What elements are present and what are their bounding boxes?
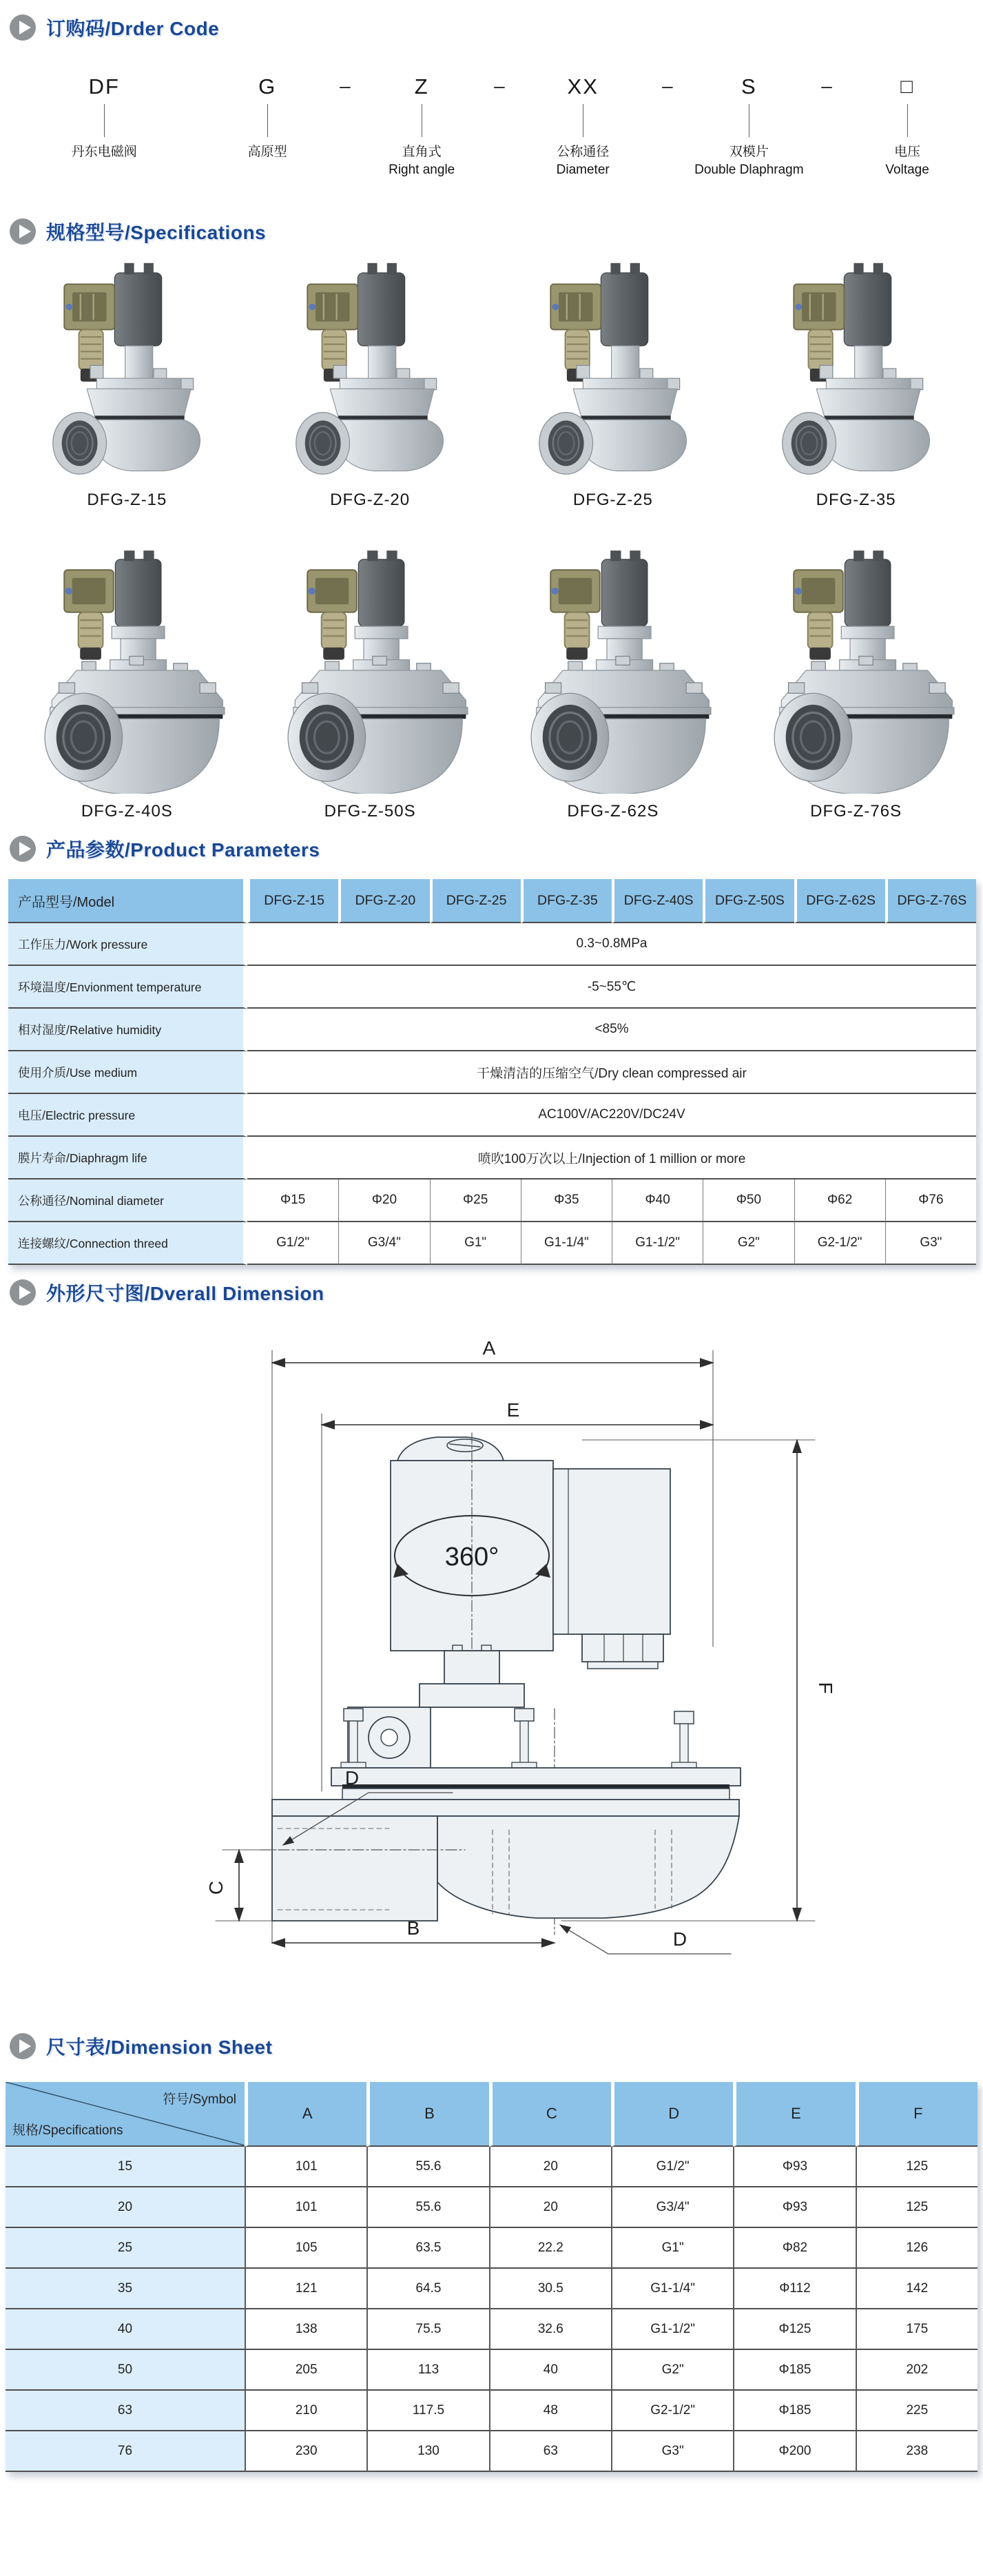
value-cell: 125 — [856, 2187, 977, 2228]
model-caption: DFG-Z-15 — [87, 491, 167, 509]
header-cell: B — [366, 2082, 488, 2147]
value-cell: 202 — [856, 2350, 977, 2391]
row-label: 电压/Electric pressure — [8, 1094, 247, 1137]
code-label-cn: 公称通径 — [557, 145, 610, 159]
row-value: Φ62 — [794, 1179, 885, 1222]
row-value: -5~55℃ — [247, 966, 976, 1009]
value-cell: G1/2" — [611, 2147, 733, 2187]
section-order-code — [0, 0, 983, 204]
model-caption: DFG-Z-40S — [81, 802, 173, 821]
row-label: 膜片寿命/Diaphragm life — [8, 1137, 247, 1179]
parameters-table — [8, 879, 976, 1265]
value-cell: Φ82 — [733, 2228, 855, 2269]
model-gallery-row-2 — [0, 544, 983, 821]
header-cell: A — [245, 2082, 366, 2147]
section-title-parameters: 产品参数/Product Parameters — [46, 839, 320, 861]
dim-label-a: A — [482, 1337, 496, 1359]
value-cell: 238 — [856, 2431, 977, 2472]
section-title-overall-dimension: 外形尺寸图/Dverall Dimension — [46, 1283, 324, 1304]
header-cell: C — [489, 2082, 611, 2147]
value-cell: 210 — [245, 2391, 366, 2431]
row-value: Φ20 — [338, 1179, 429, 1222]
model-card — [492, 255, 735, 510]
model-caption: DFG-Z-25 — [572, 491, 653, 509]
value-cell: 230 — [245, 2431, 366, 2472]
dimension-row — [6, 2391, 977, 2431]
value-cell: 32.6 — [489, 2309, 611, 2350]
parameter-row — [8, 923, 976, 966]
value-cell: 175 — [856, 2309, 977, 2350]
row-label: 工作压力/Work pressure — [8, 923, 247, 966]
model-card — [249, 547, 492, 821]
value-cell: G1" — [611, 2228, 733, 2269]
play-circle-icon — [10, 836, 36, 862]
value-cell: 101 — [245, 2187, 366, 2228]
dimension-table — [6, 2082, 977, 2472]
code-separator: – — [494, 75, 505, 96]
model-caption: DFG-Z-35 — [816, 491, 896, 509]
spec-cell: 35 — [6, 2269, 245, 2309]
header-cell: DFG-Z-76S — [885, 879, 976, 923]
section-header-order-code — [0, 0, 983, 45]
section-header-parameters — [0, 821, 983, 867]
parameter-row — [8, 1179, 976, 1222]
row-label: 使用介质/Use medium — [8, 1051, 247, 1094]
code-char: G — [258, 74, 277, 99]
value-cell: G1-1/2" — [611, 2309, 733, 2350]
row-value: 干燥清洁的压缩空气/Dry clean compressed air — [247, 1051, 976, 1094]
value-cell: 75.5 — [366, 2309, 488, 2350]
value-cell: 20 — [489, 2187, 611, 2228]
row-value: Φ15 — [247, 1179, 338, 1222]
value-cell: 142 — [856, 2269, 977, 2309]
connector-line — [267, 104, 268, 137]
spec-cell: 25 — [6, 2228, 245, 2269]
dimension-row — [6, 2187, 977, 2228]
value-cell: 121 — [245, 2269, 366, 2309]
valve-photo-small — [33, 255, 220, 482]
dim-label-b: B — [406, 1917, 420, 1939]
corner-label-symbol: 符号/Symbol — [163, 2092, 236, 2107]
spec-cell: 50 — [6, 2350, 245, 2391]
row-value: G1/2" — [247, 1222, 338, 1265]
row-value: G2" — [703, 1222, 794, 1265]
header-cell: DFG-Z-62S — [794, 879, 885, 923]
row-value: Φ76 — [885, 1179, 976, 1222]
spec-cell: 15 — [6, 2147, 245, 2187]
row-value: G1-1/4" — [521, 1222, 612, 1265]
model-caption: DFG-Z-62S — [567, 802, 659, 821]
parameter-row — [8, 966, 976, 1009]
header-cell: DFG-Z-50S — [703, 879, 794, 923]
code-char: DF — [88, 74, 120, 99]
row-value: G2-1/2" — [794, 1222, 885, 1265]
value-cell: Φ185 — [733, 2391, 855, 2431]
parameter-row — [8, 1009, 976, 1051]
row-value: Φ25 — [430, 1179, 521, 1222]
value-cell: 63 — [489, 2431, 611, 2472]
header-cell: DFG-Z-40S — [612, 879, 703, 923]
dimension-row — [6, 2228, 977, 2269]
row-value: G3" — [885, 1222, 976, 1265]
model-card — [734, 547, 977, 821]
dimension-drawing — [0, 1323, 983, 2019]
model-caption: DFG-Z-76S — [810, 802, 902, 821]
section-overall-dimension — [0, 1265, 983, 2019]
model-card — [249, 255, 492, 510]
section-parameters — [0, 821, 983, 1265]
valve-photo-large — [25, 547, 229, 794]
value-cell: 63.5 — [366, 2228, 488, 2269]
code-label-en: Diameter — [556, 163, 610, 177]
dimension-drawing-svg — [141, 1332, 871, 2002]
code-label-cn: 电压 — [894, 145, 921, 159]
model-card — [6, 547, 249, 821]
spec-cell: 76 — [6, 2431, 245, 2472]
row-value: AC100V/AC220V/DC24V — [247, 1094, 976, 1137]
code-label-cn: 双模片 — [729, 145, 769, 159]
row-value: Φ35 — [521, 1179, 612, 1222]
row-value: Φ40 — [612, 1179, 703, 1222]
section-title-dimension-sheet: 尺寸表/Dimension Sheet — [46, 2037, 273, 2058]
section-dimension-sheet — [0, 2019, 983, 2484]
dimension-row — [6, 2309, 977, 2350]
code-separator: – — [662, 75, 673, 96]
model-card — [734, 255, 977, 510]
row-label: 连接螺纹/Connection threed — [8, 1222, 247, 1265]
code-label-en: Right angle — [389, 163, 455, 177]
model-card — [6, 255, 249, 510]
dim-label-d-lower: D — [672, 1928, 687, 1950]
header-cell-model: 产品型号/Model — [8, 879, 247, 923]
value-cell: Φ185 — [733, 2350, 855, 2391]
row-value: G1" — [430, 1222, 521, 1265]
dim-label-e: E — [506, 1399, 520, 1421]
diagonal-header-cell — [6, 2082, 245, 2147]
value-cell: G2-1/2" — [611, 2391, 733, 2431]
value-cell: 101 — [245, 2147, 366, 2187]
parameter-row — [8, 1137, 976, 1179]
order-code-item — [659, 73, 838, 178]
value-cell: 20 — [489, 2147, 611, 2187]
play-circle-icon — [10, 218, 36, 245]
order-code-item — [332, 73, 511, 178]
code-voltage-box: □ — [900, 76, 914, 98]
section-header-specifications — [0, 204, 983, 249]
code-label-en: Double Dlaphragm — [694, 163, 804, 177]
parameters-header-row — [8, 879, 976, 923]
code-separator: – — [821, 75, 832, 96]
row-value: G3/4" — [338, 1222, 429, 1265]
value-cell: 22.2 — [489, 2228, 611, 2269]
order-code-item — [493, 73, 672, 178]
dimension-row — [6, 2350, 977, 2391]
row-value: Φ50 — [703, 1179, 794, 1222]
row-value: 0.3~0.8MPa — [247, 923, 976, 966]
header-cell: DFG-Z-35 — [521, 879, 612, 923]
spec-cell: 40 — [6, 2309, 245, 2350]
order-code-item — [14, 73, 194, 161]
valve-photo-large — [511, 547, 715, 794]
row-value: 喷吹100万次以上/Injection of 1 million or more — [247, 1137, 976, 1179]
dimension-row — [6, 2147, 977, 2187]
code-label-cn: 丹东电磁阀 — [71, 145, 137, 159]
rotation-label: 360° — [444, 1543, 499, 1572]
spec-cell: 20 — [6, 2187, 245, 2228]
model-card — [492, 547, 735, 821]
connector-line — [907, 104, 908, 137]
section-title-specifications: 规格型号/Specifications — [46, 222, 267, 243]
order-code-item — [818, 73, 983, 178]
code-char: S — [741, 74, 757, 99]
order-code-item — [178, 73, 357, 161]
row-value: G1-1/2" — [612, 1222, 703, 1265]
value-cell: 40 — [489, 2350, 611, 2391]
dim-label-f: F — [815, 1682, 836, 1694]
value-cell: Φ125 — [733, 2309, 855, 2350]
value-cell: 126 — [856, 2228, 977, 2269]
header-cell: DFG-Z-20 — [338, 879, 429, 923]
header-cell: F — [856, 2082, 977, 2147]
parameter-row — [8, 1094, 976, 1137]
section-header-dimension-sheet — [0, 2019, 983, 2064]
value-cell: Φ112 — [733, 2269, 855, 2309]
connector-line — [104, 104, 105, 137]
value-cell: 125 — [856, 2147, 977, 2187]
play-circle-icon — [10, 14, 36, 41]
value-cell: 48 — [489, 2391, 611, 2431]
code-char: Z — [414, 74, 429, 99]
valve-photo-small — [519, 255, 707, 482]
value-cell: 55.6 — [366, 2147, 488, 2187]
parameter-row — [8, 1051, 976, 1094]
header-cell: DFG-Z-15 — [247, 879, 338, 923]
value-cell: Φ200 — [733, 2431, 855, 2472]
dim-label-c: C — [205, 1880, 227, 1895]
value-cell: G2" — [611, 2350, 733, 2391]
row-label: 相对湿度/Relative humidity — [8, 1009, 247, 1051]
dimension-row — [6, 2269, 977, 2309]
value-cell: G3/4" — [611, 2187, 733, 2228]
value-cell: 130 — [366, 2431, 488, 2472]
value-cell: Φ93 — [733, 2187, 855, 2228]
model-caption: DFG-Z-20 — [330, 491, 411, 509]
code-label-cn: 直角式 — [402, 145, 442, 159]
section-specifications — [0, 204, 983, 821]
section-header-overall-dimension — [0, 1265, 983, 1310]
model-caption: DFG-Z-50S — [324, 802, 416, 821]
valve-photo-large — [754, 547, 958, 794]
code-char: XX — [567, 74, 599, 99]
code-label-en: Voltage — [885, 163, 929, 177]
value-cell: 117.5 — [366, 2391, 488, 2431]
row-label: 公称通径/Nominal diameter — [8, 1179, 247, 1222]
valve-photo-small — [276, 255, 464, 482]
value-cell: 225 — [856, 2391, 977, 2431]
play-circle-icon — [10, 1279, 36, 1306]
value-cell: 205 — [245, 2350, 366, 2391]
code-separator: – — [340, 75, 351, 96]
value-cell: G1-1/4" — [611, 2269, 733, 2309]
play-circle-icon — [10, 2033, 36, 2059]
header-cell: D — [611, 2082, 733, 2147]
dimension-row — [6, 2431, 977, 2472]
valve-photo-large — [268, 547, 472, 794]
value-cell: 105 — [245, 2228, 366, 2269]
spec-cell: 63 — [6, 2391, 245, 2431]
corner-label-specifications: 规格/Specifications — [12, 2123, 123, 2138]
order-code-diagram — [0, 73, 983, 204]
value-cell: Φ93 — [733, 2147, 855, 2187]
model-gallery-row-1 — [0, 252, 983, 510]
header-cell: DFG-Z-25 — [430, 879, 521, 923]
value-cell: 55.6 — [366, 2187, 488, 2228]
value-cell: 113 — [366, 2350, 488, 2391]
section-title-order-code: 订购码/Drder Code — [46, 18, 220, 39]
row-value: <85% — [247, 1009, 976, 1051]
header-cell: E — [733, 2082, 855, 2147]
value-cell: 64.5 — [366, 2269, 488, 2309]
dim-label-d-upper: D — [344, 1767, 360, 1789]
code-label-cn: 高原型 — [247, 145, 287, 159]
dimension-header-row — [6, 2082, 977, 2147]
bottom-padding — [0, 2472, 983, 2484]
value-cell: 30.5 — [489, 2269, 611, 2309]
row-label: 环境温度/Envionment temperature — [8, 966, 247, 1009]
value-cell: G3" — [611, 2431, 733, 2472]
valve-photo-small — [763, 255, 950, 482]
parameter-row — [8, 1222, 976, 1265]
value-cell: 138 — [245, 2309, 366, 2350]
